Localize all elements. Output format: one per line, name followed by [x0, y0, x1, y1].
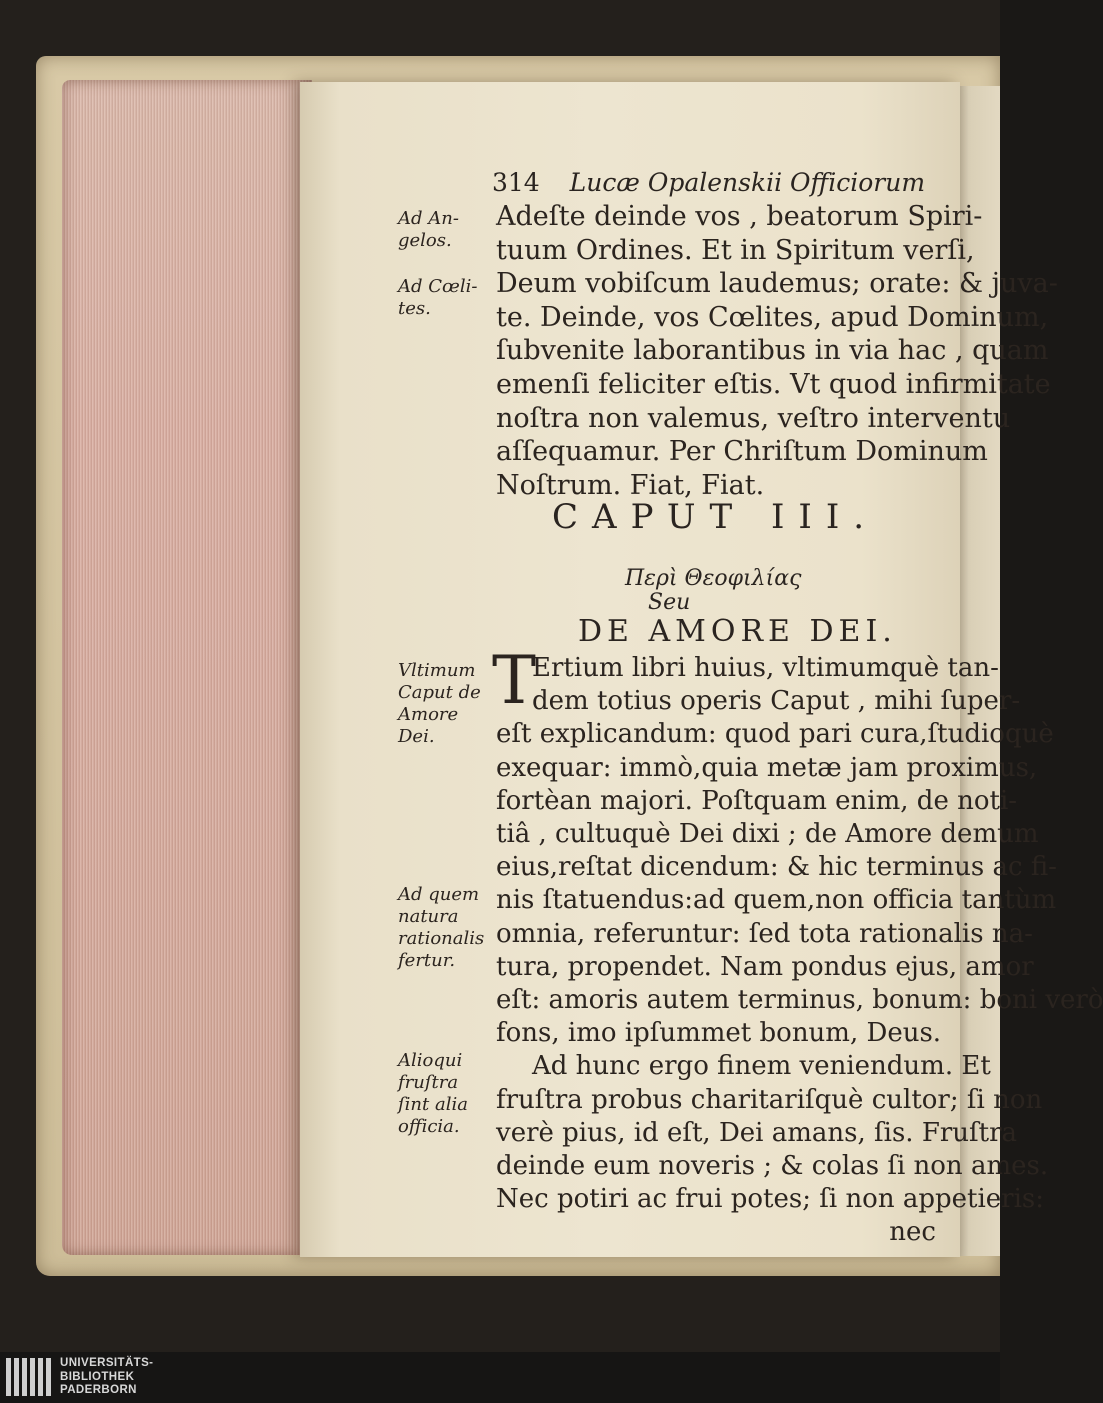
text-line: te. Deinde, vos Cœlites, apud Dominum, [496, 301, 1049, 333]
text-line: aſſequamur. Per Chriſtum Dominum [496, 436, 988, 468]
chapter-heading: CAPUT III. [552, 497, 879, 537]
running-title: Lucæ Opalenskii Officiorum [569, 168, 926, 197]
text-line: nis ſtatuendus:ad quem,non officia tantùm [496, 885, 1057, 916]
library-logo-icon [6, 1358, 52, 1396]
text-line: eſt explicandum: quod pari cura,ſtudioquè [496, 719, 1054, 750]
margin-note: Ad Cœli- tes. [398, 276, 478, 319]
chapter-subtitle: DE AMORE DEI. [578, 614, 897, 649]
text-line: tuum Ordines. Et in Spiritum verſi, [496, 234, 975, 266]
text-line: tiâ , cultuquè Dei dixi ; de Amore demum [496, 819, 1039, 850]
page-edges [62, 80, 312, 1255]
margin-note: Vltimum Caput de Amore Dei. [398, 660, 481, 747]
margin-note: Alioqui fruſtra ſint alia officia. [398, 1050, 468, 1137]
text-line: deinde eum noveris ; & colas ſi non ames. [496, 1151, 1049, 1182]
body-text-1 [496, 200, 1058, 502]
drop-capital: T [492, 642, 537, 719]
text-line: Noſtrum. Fiat, Fiat. [496, 469, 765, 501]
chapter-greek-title: Περὶ Θεοφιλίας [625, 566, 802, 591]
text-line: Ad hunc ergo finem veniendum. Et [532, 1051, 991, 1082]
text-line: verè pius, id eſt, Dei amans, ſis. Fruſtra [496, 1117, 1018, 1148]
text-line: fortèan majori. Poſtquam enim, de noti- [496, 785, 1018, 816]
text-line: dem totius operis Caput , mihi ſuper- [532, 686, 1021, 717]
text-line: Ertium libri huius, vltimumquè tan- [532, 653, 999, 683]
text-line: omnia, referuntur: ſed tota rationalis na- [496, 918, 1033, 949]
margin-note: Ad quem natura rationalis fertur. [398, 884, 485, 971]
text-line: eſt: amoris autem terminus, bonum: boni verò [496, 985, 1103, 1016]
chapter-seu: Seu [648, 590, 691, 615]
text-line: fruſtra probus charitariſquè cultor; ſi non [496, 1084, 1043, 1115]
text-line: Adeſte deinde vos , beatorum Spiri- [496, 201, 983, 232]
text-line: noſtra non valemus, veſtro interventu [496, 402, 1011, 434]
text-line: ſubvenite laborantibus in via hac , quam [496, 335, 1049, 367]
text-line: Deum vobiſcum laudemus; orate: & juva- [496, 268, 1058, 300]
text-line: fons, imo ipſummet bonum, Deus. [496, 1018, 942, 1049]
library-name: UNIVERSITÄTS- BIBLIOTHEK PADERBORN [60, 1357, 154, 1396]
text-line: emenſi feliciter eſtis. Vt quod infirmitate [496, 368, 1051, 400]
margin-note: Ad An- gelos. [398, 208, 459, 251]
text-line: tura, propendet. Nam pondus ejus, amor [496, 951, 1034, 982]
text-line: Nec potiri ac frui potes; ſi non appetieris: [496, 1184, 1045, 1215]
body-text-2 [496, 652, 1103, 1250]
footer-bar [0, 1352, 1000, 1403]
text-line: eius,reſtat dicendum: & hic terminus ac fi- [496, 852, 1057, 883]
text-line: exequar: immò,quia metæ jam proximus, [496, 752, 1038, 783]
text-line: nec [889, 1217, 936, 1248]
running-header [492, 168, 925, 197]
page-number: 314 [492, 168, 540, 197]
